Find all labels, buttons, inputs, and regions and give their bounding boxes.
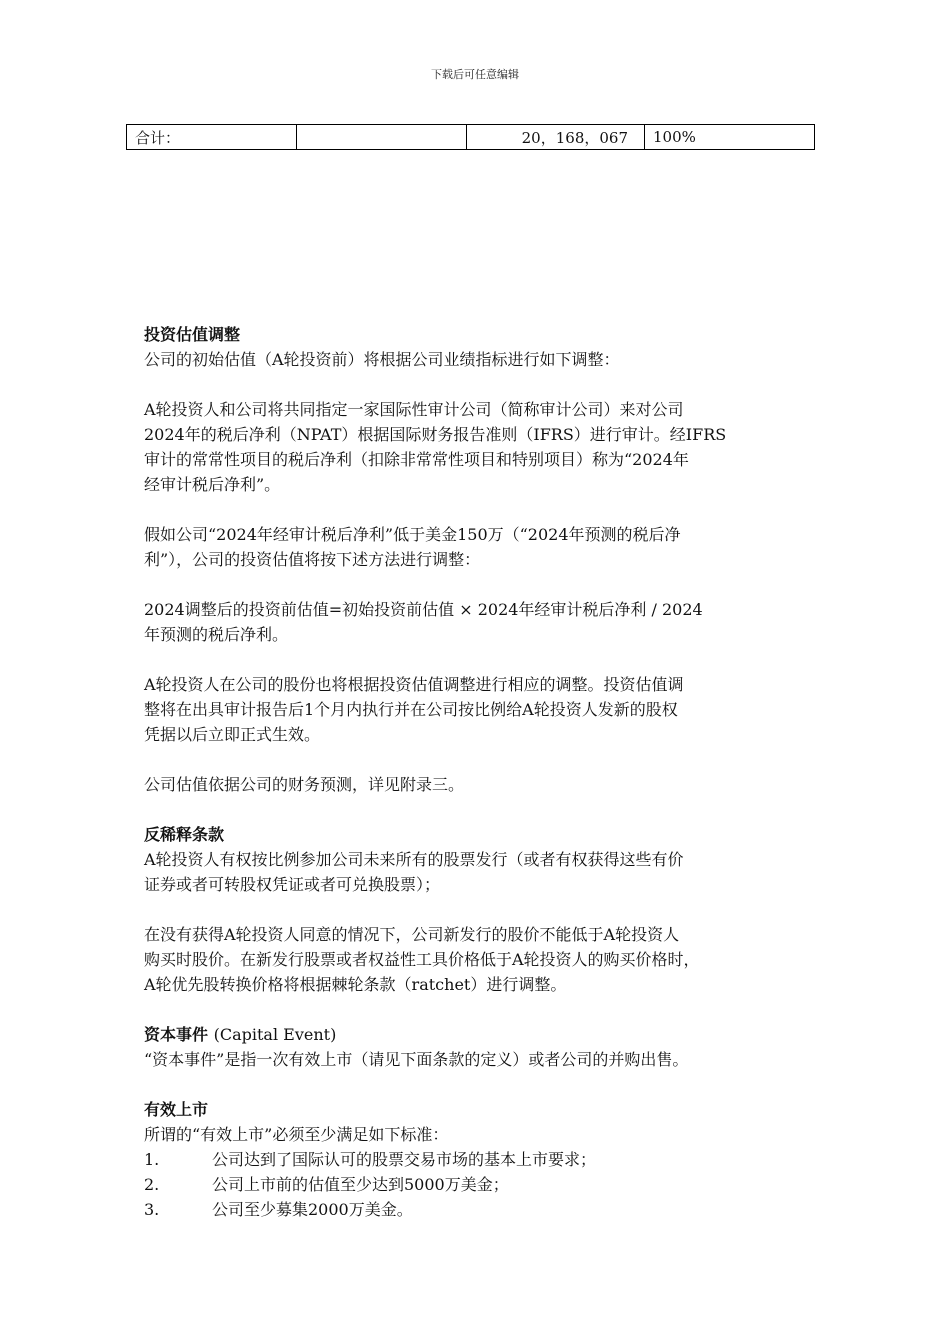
valuation-p4-line: 整将在出具审计报告后1个月内执行并在公司按比例给A轮投资人发新的股权	[144, 700, 678, 719]
list-text: 公司上市前的估值至少达到5000万美金；	[212, 1175, 509, 1194]
anti-dilution-p1-line: A轮投资人有权按比例参加公司未来所有的股票发行（或者有权获得这些有价	[144, 850, 684, 869]
valuation-formula-line: 年预测的税后净利。	[144, 625, 289, 644]
total-amount-cell: 20，168，067	[467, 125, 645, 150]
anti-dilution-p2-line: A轮优先股转换价格将根据棘轮条款（ratchet）进行调整。	[144, 975, 567, 994]
anti-dilution-p2-line: 购买时股价。在新发行股票或者权益性工具价格低于A轮投资人的购买价格时，	[144, 950, 700, 969]
valuation-p2-line: 利”），公司的投资估值将按下述方法进行调整：	[144, 550, 481, 569]
valuation-p2-line: 假如公司“2024年经审计税后净利”低于美金150万（“2024年预测的税后净	[144, 525, 681, 544]
list-text: 公司达到了国际认可的股票交易市场的基本上市要求；	[212, 1150, 597, 1169]
anti-dilution-p1-line: 证券或者可转股权凭证或者可兑换股票）；	[144, 875, 441, 894]
table-row	[127, 125, 815, 150]
anti-dilution-p2-line: 在没有获得A轮投资人同意的情况下，公司新发行的股价不能低于A轮投资人	[144, 925, 680, 944]
list-number: 1.	[144, 1150, 160, 1169]
list-item	[144, 1147, 814, 1172]
header-note: 下载后可任意编辑	[431, 68, 519, 81]
list-text: 公司至少募集2000万美金。	[212, 1200, 413, 1219]
section-title-capital-event	[144, 1022, 814, 1047]
valuation-p4-line: A轮投资人在公司的股份也将根据投资估值调整进行相应的调整。投资估值调	[144, 675, 684, 694]
valuation-p1-line: 经审计税后净利”。	[144, 475, 281, 494]
ipo-intro: 所谓的“有效上市”必须至少满足如下标准：	[144, 1125, 449, 1144]
total-label-cell: 合计：	[127, 125, 297, 150]
valuation-formula-line: 2024调整后的投资前估值=初始投资前估值 × 2024年经审计税后净利 / 2024	[144, 600, 703, 619]
valuation-p5: 公司估值依据公司的财务预测，详见附录三。	[144, 775, 465, 794]
valuation-p1-line: 审计的常常性项目的税后净利（扣除非常常性项目和特别项目）称为“2024年	[144, 450, 689, 469]
list-item	[144, 1197, 814, 1222]
total-percent-cell: 100%	[645, 125, 815, 150]
valuation-intro: 公司的初始估值（A轮投资前）将根据公司业绩指标进行如下调整：	[144, 350, 620, 369]
capital-event-title-en: (Capital Event)	[213, 1025, 337, 1044]
document-body	[144, 322, 814, 1222]
empty-cell	[297, 125, 467, 150]
capital-event-p1: “资本事件”是指一次有效上市（请见下面条款的定义）或者公司的并购出售。	[144, 1050, 689, 1069]
valuation-p1-line: A轮投资人和公司将共同指定一家国际性审计公司（简称审计公司）来对公司	[144, 400, 684, 419]
capital-event-title-zh: 资本事件	[144, 1025, 209, 1044]
section-title-ipo: 有效上市	[144, 1100, 209, 1119]
valuation-p1-line: 2024年的税后净利（NPAT）根据国际财务报告准则（IFRS）进行审计。经IFRS	[144, 425, 727, 444]
valuation-p4-line: 凭据以后立即正式生效。	[144, 725, 321, 744]
list-number: 2.	[144, 1175, 160, 1194]
summary-table	[126, 124, 815, 150]
list-number: 3.	[144, 1200, 160, 1219]
section-title-valuation: 投资估值调整	[144, 325, 241, 344]
list-item	[144, 1172, 814, 1197]
section-title-anti-dilution: 反稀释条款	[144, 825, 225, 844]
